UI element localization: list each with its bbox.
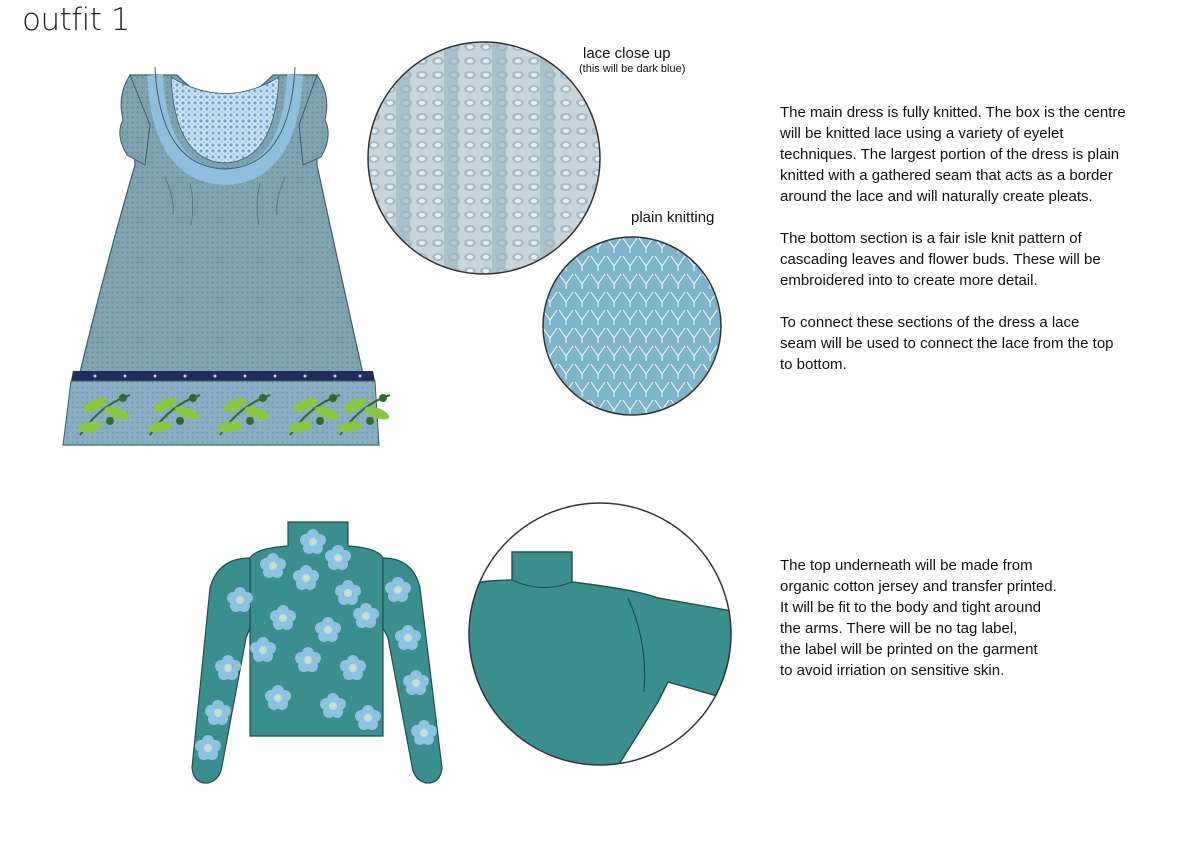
text-line: To connect these sections of the dress a lace <box>780 314 1080 331</box>
text-line: It will be fit to the body and tight around <box>780 599 1041 616</box>
dress-description <box>780 102 1190 375</box>
text-line: will be knitted lace using a variety of eyelet <box>780 125 1064 142</box>
text-line: the label will be printed on the garment <box>780 641 1038 658</box>
text-line: the arms. There will be no tag label, <box>780 620 1018 637</box>
dress-illustration <box>55 65 385 455</box>
text-line: cascading leaves and flower buds. These will be <box>780 251 1101 268</box>
text-line: seam will be used to connect the lace from the top <box>780 335 1114 352</box>
plain-swatch-label: plain knitting <box>631 209 715 226</box>
plain-knitting-swatch <box>542 236 722 416</box>
lace-swatch-note: (this will be dark blue) <box>579 63 686 75</box>
text-line: organic cotton jersey and transfer printed. <box>780 578 1057 595</box>
text-line: The bottom section is a fair isle knit pattern of <box>780 230 1082 247</box>
lace-swatch-label: lace close up <box>583 45 671 62</box>
top-illustration <box>188 518 448 790</box>
text-line: to avoid irriation on sensitive skin. <box>780 662 1005 679</box>
text-line: to bottom. <box>780 356 847 373</box>
text-line: knitted with a gathered seam that acts as a border <box>780 167 1113 184</box>
text-line: techniques. The largest portion of the dress is plain <box>780 146 1120 163</box>
top-description <box>780 555 1190 681</box>
text-line: The top underneath will be made from <box>780 557 1033 574</box>
top-description-paragraph <box>780 555 1190 681</box>
top-closeup <box>468 502 732 766</box>
text-line: around the lace and will naturally create pleats. <box>780 188 1093 205</box>
page-title: outfit 1 <box>22 2 131 38</box>
dress-description-paragraph <box>780 102 1190 207</box>
text-line: embroidered into to create more detail. <box>780 272 1038 289</box>
text-line: The main dress is fully knitted. The box is the centre <box>780 104 1126 121</box>
dress-description-paragraph <box>780 228 1190 291</box>
dress-description-paragraph <box>780 312 1190 375</box>
